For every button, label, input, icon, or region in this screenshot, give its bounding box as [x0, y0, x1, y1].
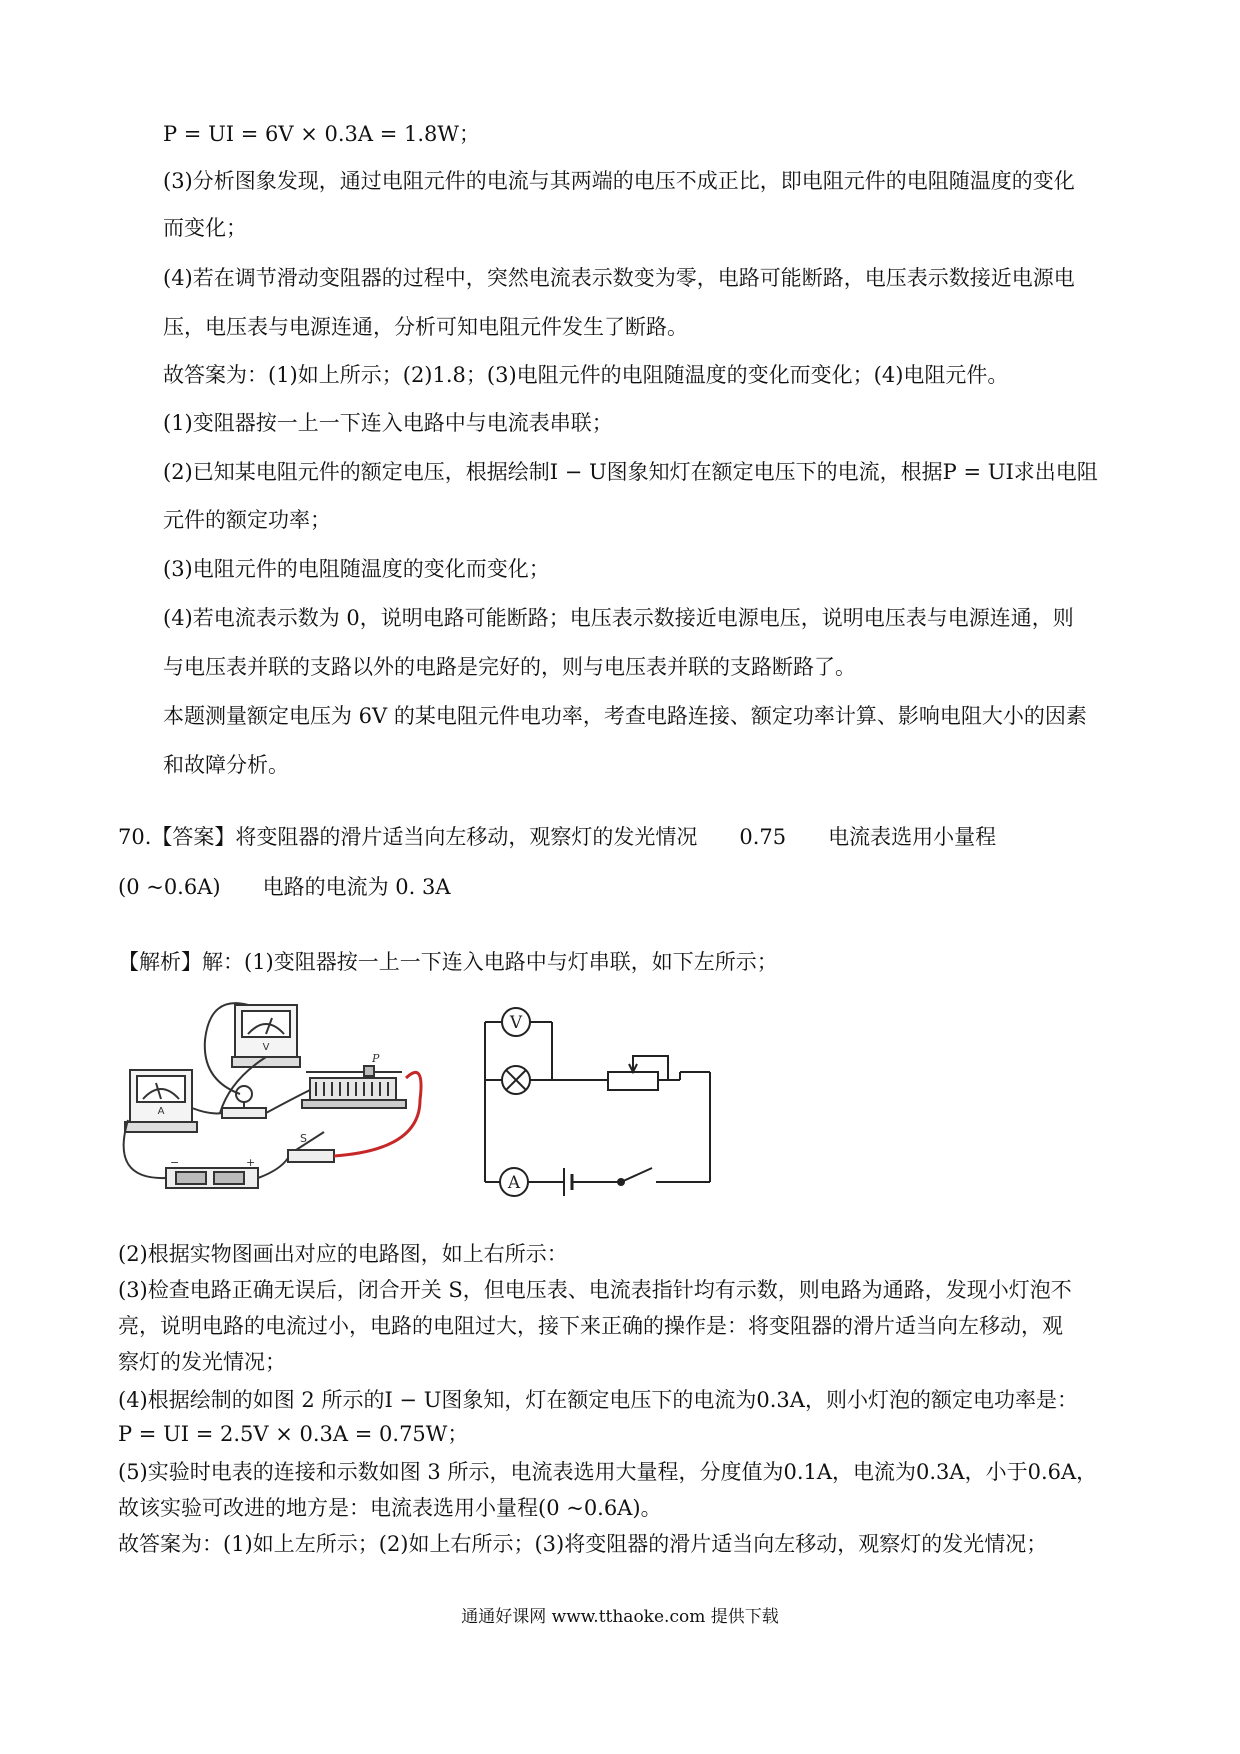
text-line: (4)若电流表示数为 0，说明电路可能断路；电压表示数接近电源电压，说明电压表与电源连通，则	[163, 606, 1074, 630]
analysis-intro: 【解析】解：(1)变阻器按一上一下连入电路中与灯串联，如下左所示；	[118, 950, 778, 974]
rheostat-symbol	[608, 1072, 658, 1090]
text-line: (3)检查电路正确无误后，闭合开关 S，但电压表、电流表指针均有示数，则电路为通路，发现小灯泡不	[118, 1278, 1072, 1302]
ammeter-device	[125, 1070, 197, 1132]
text-line: (2)已知某电阻元件的额定电压，根据绘制I − U图象知灯在额定电压下的电流，根据P = UI求出电阻	[163, 460, 1098, 484]
lamp-device	[222, 1086, 266, 1118]
battery-device	[166, 1156, 258, 1188]
switch-device	[288, 1132, 334, 1162]
voltmeter-symbol-label: V	[509, 1013, 523, 1033]
rheostat-device	[302, 1052, 406, 1108]
text-line: P = UI = 2.5V × 0.3A = 0.75W；	[118, 1422, 469, 1446]
text-line: 察灯的发光情况；	[118, 1350, 286, 1374]
text-line: 本题测量额定电压为 6V 的某电阻元件电功率，考查电路连接、额定功率计算、影响电阻大小的因素	[163, 704, 1087, 728]
page-footer: 通通好课网 www.tthaoke.com 提供下载	[461, 1607, 779, 1627]
circuit-figure	[120, 1000, 820, 1225]
answer-line: (0 ~0.6A) 电路的电流为 0. 3A	[118, 875, 451, 899]
switch-symbol	[621, 1168, 652, 1182]
text-line: P = UI = 6V × 0.3A = 1.8W；	[163, 122, 480, 146]
text-line: (1)变阻器按一上一下连入电路中与电流表串联；	[163, 411, 613, 435]
text-line: (2)根据实物图画出对应的电路图，如上右所示：	[118, 1242, 568, 1266]
slider-label: P	[372, 1052, 380, 1065]
text-line: 而变化；	[163, 216, 247, 240]
ammeter-symbol-label: A	[507, 1173, 521, 1193]
text-line: 故答案为：(1)如上所示；(2)1.8；(3)电阻元件的电阻随温度的变化而变化；(4)电阻元件。	[163, 363, 1009, 387]
answer-line: 70.【答案】将变阻器的滑片适当向左移动，观察灯的发光情况 0.75 电流表选用小量程	[118, 825, 997, 849]
text-line: (5)实验时电表的连接和示数如图 3 所示，电流表选用大量程，分度值为0.1A，电流为0.3A，小于0.6A，	[118, 1460, 1098, 1484]
text-line: 压，电压表与电源连通，分析可知电阻元件发生了断路。	[163, 315, 688, 339]
text-line: 和故障分析。	[163, 753, 289, 777]
circuit-schematic	[485, 1008, 710, 1196]
text-line: 故答案为：(1)如上左所示；(2)如上右所示；(3)将变阻器的滑片适当向左移动，观察灯的发光情况；	[118, 1532, 1048, 1556]
text-line: (3)分析图象发现，通过电阻元件的电流与其两端的电压不成正比，即电阻元件的电阻随温度的变化	[163, 169, 1075, 193]
ammeter-text: A	[157, 1106, 165, 1117]
apparatus-illustration	[124, 1003, 421, 1188]
text-line: (4)若在调节滑动变阻器的过程中，突然电流表示数变为零，电路可能断路，电压表示数接近电源电	[163, 266, 1075, 290]
svg-text:−: −	[170, 1156, 180, 1169]
text-line: 故该实验可改进的地方是：电流表选用小量程(0 ~0.6A)。	[118, 1496, 662, 1520]
text-line: 亮，说明电路的电流过小，电路的电阻过大，接下来正确的操作是：将变阻器的滑片适当向左移动，观	[118, 1314, 1063, 1338]
voltmeter-text: V	[262, 1042, 270, 1053]
text-line: 与电压表并联的支路以外的电路是完好的，则与电压表并联的支路断路了。	[163, 655, 856, 679]
text-line: (3)电阻元件的电阻随温度的变化而变化；	[163, 557, 550, 581]
switch-label: S	[300, 1132, 307, 1145]
text-line: 元件的额定功率；	[163, 508, 331, 532]
text-line: (4)根据绘制的如图 2 所示的I − U图象知，灯在额定电压下的电流为0.3A，则小灯泡的额定电功率是：	[118, 1388, 1078, 1412]
svg-text:+: +	[246, 1156, 256, 1169]
